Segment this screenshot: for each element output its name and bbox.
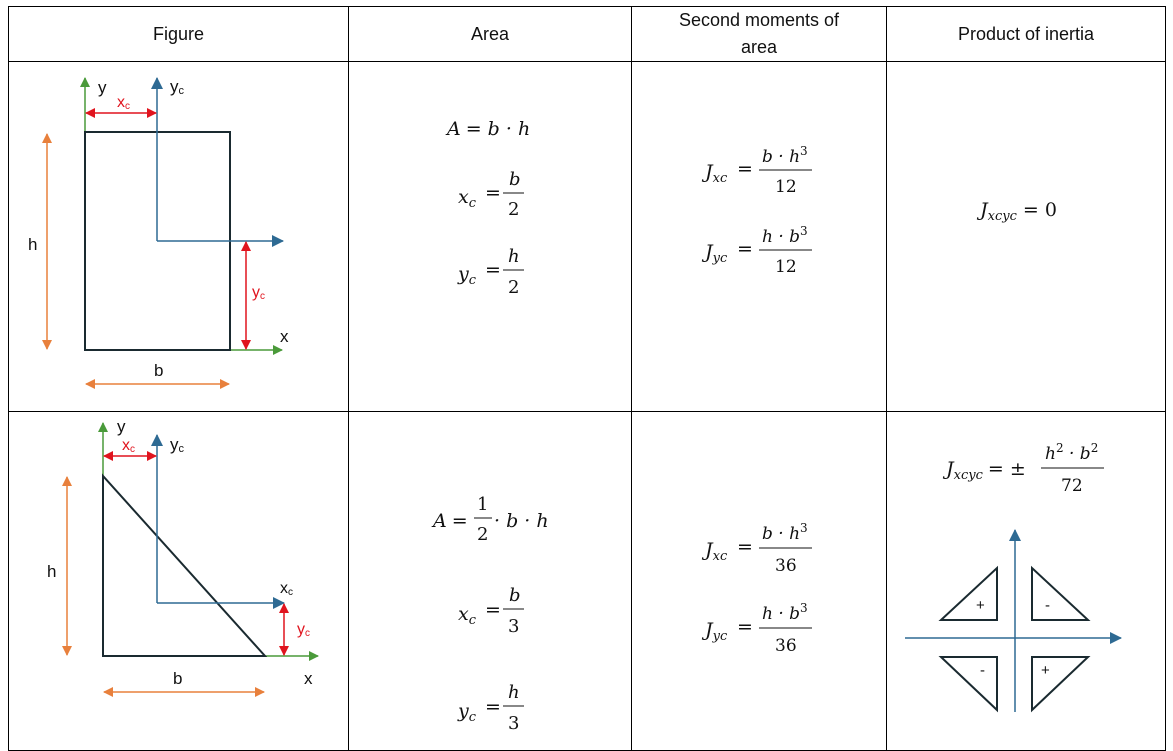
tri-A-den: 2	[477, 524, 489, 545]
tri-yc-var	[457, 700, 477, 725]
rect-product-sub: xcyc	[987, 209, 1017, 224]
rect-A-rhs: b · h	[487, 118, 531, 140]
rect-xc-var-sub: c	[468, 196, 476, 211]
tri-jy-num-main: h · b	[762, 604, 801, 624]
tri-jy-den: 36	[775, 636, 797, 656]
quadrant-tri-bottom-left	[941, 657, 997, 710]
rect-y-label: y	[98, 78, 107, 97]
tri-product-sub: xcyc	[953, 468, 983, 483]
tri-jy-num	[762, 601, 808, 624]
rect-jy-var-sub: yc	[712, 251, 728, 266]
rect-b-label: b	[154, 361, 164, 380]
tri-yc-num: h	[508, 682, 520, 703]
tri-xc-eq: =	[485, 599, 501, 621]
rect-jx-eq: =	[737, 158, 753, 180]
tri-product-num-a: h	[1045, 444, 1056, 464]
rect-jy-var	[701, 241, 728, 266]
quadrant-diagram	[905, 530, 1121, 712]
rect-xc-eq: =	[485, 182, 501, 204]
tri-ycdim-label-sub: c	[305, 628, 310, 639]
tri-product-var: J	[946, 458, 954, 480]
tri-xcaxis-label-main: x	[280, 580, 288, 597]
triangle-figure	[47, 417, 318, 692]
tri-product-pm: = ±	[987, 458, 1026, 480]
tri-xcaxis-label	[280, 580, 293, 598]
tri-xc-label-main: x	[122, 437, 130, 454]
rect-yc-var-sub: c	[468, 273, 477, 288]
rect-h-label: h	[28, 235, 38, 254]
tri-xc-label	[122, 437, 135, 455]
rect-yc-label-sub: c	[178, 85, 184, 97]
tri-product-den: 72	[1061, 476, 1083, 496]
tri-xc-var-sub: c	[468, 613, 476, 628]
tri-yc-label-sub: c	[178, 443, 184, 455]
tri-xc-num: b	[509, 585, 521, 606]
quadrant-sign-bottom-right: +	[1041, 662, 1050, 679]
rect-jy-den: 12	[775, 257, 797, 277]
rect-jy-num-sup: 3	[800, 224, 808, 238]
tri-xc-var-main: x	[458, 603, 469, 625]
tri-y-label: y	[117, 417, 126, 436]
header-area-text: Area	[470, 23, 510, 44]
rect-product-rhs: = 0	[1022, 199, 1057, 221]
tri-jx-num	[762, 521, 808, 544]
tri-yc-var-sub: c	[468, 710, 477, 725]
tri-xc-den: 3	[508, 616, 520, 637]
tri-jx-var	[701, 539, 728, 564]
rect-A-formula: A = b · h	[447, 118, 531, 140]
tri-ycdim-label-main: y	[297, 621, 305, 638]
rect-yc-den: 2	[508, 277, 520, 298]
tri-A-rest: · b · h	[494, 510, 549, 532]
header-second-moments-line2: area	[740, 37, 778, 57]
tri-jx-eq: =	[737, 536, 753, 558]
rect-yc-var-main: y	[458, 263, 469, 285]
tri-xcaxis-label-sub: c	[288, 587, 293, 598]
tri-jy-var-sub: yc	[712, 629, 728, 644]
header-figure-text: Figure	[152, 23, 205, 44]
rect-yc-num: h	[508, 246, 520, 267]
tri-ycdim-label	[297, 621, 310, 639]
tri-yc-label	[170, 435, 185, 455]
rect-moment-formulas	[701, 144, 812, 277]
tri-jx-var-sub: xc	[712, 549, 728, 564]
tri-yc-den: 3	[508, 713, 520, 734]
tri-product-num-a-sup: 2	[1055, 441, 1064, 455]
tri-jx-var-main: J	[705, 539, 713, 561]
rect-xc-var	[458, 186, 477, 211]
tri-yc-var-main: y	[458, 700, 469, 722]
tri-A-lhs: A =	[433, 510, 468, 532]
tri-product-num	[1045, 441, 1098, 464]
tri-yc-label-main: y	[170, 435, 179, 454]
rect-yc-label-main: y	[170, 77, 179, 96]
rect-x-label: x	[280, 327, 289, 346]
rect-ycdim-label-main: y	[252, 284, 260, 301]
rectangle-figure	[28, 77, 289, 384]
tri-jy-eq: =	[737, 616, 753, 638]
rect-xc-label	[117, 94, 130, 112]
quadrant-tri-top-left	[941, 568, 997, 620]
rect-jy-num-main: h · b	[762, 227, 801, 247]
tri-product-lhs	[942, 458, 1026, 483]
tri-A-num: 1	[477, 494, 489, 515]
rect-yc-var	[457, 263, 477, 288]
rect-jy-num	[762, 224, 808, 247]
rect-product-formula	[976, 199, 1057, 224]
tri-yc-eq: =	[485, 696, 501, 718]
rect-ycdim-label-sub: c	[260, 291, 265, 302]
quadrant-sign-bottom-left: -	[980, 662, 985, 679]
rect-yc-eq: =	[485, 259, 501, 281]
rect-jx-var	[701, 161, 728, 186]
tri-h-label: h	[47, 562, 57, 581]
tri-A-lhs-main: A	[433, 510, 447, 532]
rect-area-formulas	[445, 118, 530, 298]
header-product-text: Product of inertia	[957, 23, 1095, 44]
rect-jy-var-main: J	[705, 241, 713, 263]
tri-product-num-dot: · b	[1063, 444, 1091, 464]
tri-x-label: x	[304, 669, 313, 688]
tri-jx-num-sup: 3	[800, 521, 808, 535]
tri-xc-var	[458, 603, 477, 628]
header-second-moments-line1: Second moments of	[678, 10, 840, 30]
rect-jy-eq: =	[737, 238, 753, 260]
rect-jx-num	[762, 144, 808, 167]
rect-yc-label	[170, 77, 185, 97]
tri-product-num-b-sup: 2	[1090, 441, 1099, 455]
rect-xc-label-main: x	[117, 94, 125, 111]
rect-jx-var-main: J	[705, 161, 713, 183]
rect-product-var: J	[980, 199, 988, 221]
tri-area-formulas	[431, 494, 549, 734]
tri-jy-var-main: J	[705, 619, 713, 641]
rect-ycdim-label	[252, 284, 265, 302]
rect-jx-num-main: b · h	[762, 147, 801, 167]
rect-jx-var-sub: xc	[712, 171, 728, 186]
tri-jx-num-main: b · h	[762, 524, 801, 544]
rect-xc-var-main: x	[458, 186, 469, 208]
rect-A-lhs: A	[447, 118, 461, 140]
quadrant-tri-top-right	[1032, 568, 1088, 620]
tri-jy-num-sup: 3	[800, 601, 808, 615]
tri-jx-den: 36	[775, 556, 797, 576]
rect-xc-label-sub: c	[125, 101, 130, 112]
tri-b-label: b	[173, 669, 183, 688]
rect-jx-num-sup: 3	[800, 144, 808, 158]
tri-product-formula	[942, 441, 1104, 496]
rect-xc-den: 2	[508, 199, 520, 220]
triangle-shape	[103, 476, 265, 656]
tri-jy-var	[701, 619, 728, 644]
tri-moment-formulas	[701, 521, 812, 656]
rect-xc-num: b	[509, 169, 521, 190]
quadrant-sign-top-right: -	[1045, 597, 1050, 614]
rect-jx-den: 12	[775, 177, 797, 197]
quadrant-sign-top-left: +	[976, 597, 985, 614]
tri-xc-label-sub: c	[130, 444, 135, 455]
